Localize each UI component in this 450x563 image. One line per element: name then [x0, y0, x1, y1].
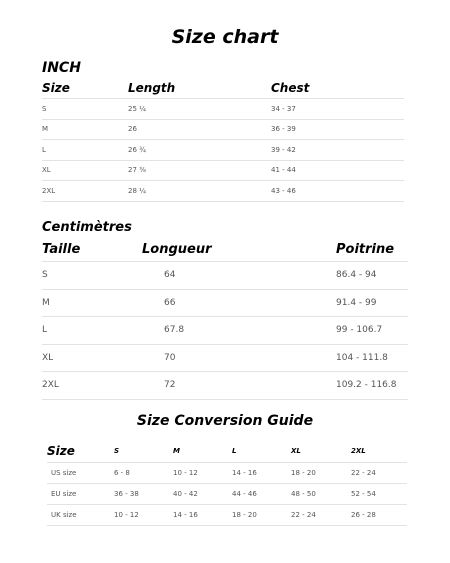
conversion-heading: Size Conversion Guide	[136, 413, 314, 429]
column-header-size: Size	[42, 78, 128, 99]
value-cell: 48 - 50	[291, 484, 351, 505]
chest-cell: 36 - 39	[271, 119, 404, 140]
table-row	[47, 484, 407, 505]
cm-size-table	[42, 238, 408, 400]
size-cell: 2XL	[42, 181, 128, 202]
chest-cell: 43 - 46	[271, 181, 404, 202]
cm-heading: Centimètres	[42, 220, 132, 235]
size-cell: 2XL	[42, 372, 142, 400]
table-row	[42, 262, 408, 290]
column-header-xl: XL	[291, 440, 351, 463]
region-cell: UK size	[47, 505, 114, 526]
chest-cell: 41 - 44	[271, 160, 404, 181]
value-cell: 22 - 24	[291, 505, 351, 526]
length-cell: 25 ¼	[128, 99, 271, 120]
size-cell: XL	[42, 160, 128, 181]
value-cell: 26 - 28	[351, 505, 407, 526]
table-header-row	[42, 78, 404, 99]
value-cell: 18 - 20	[291, 463, 351, 484]
chest-cell: 99 - 106.7	[336, 317, 408, 345]
size-cell: S	[42, 262, 142, 290]
table-header-row	[47, 440, 407, 463]
column-header-taille: Taille	[42, 238, 142, 262]
column-header-length: Length	[128, 78, 271, 99]
column-header-s: S	[114, 440, 173, 463]
size-cell: S	[42, 99, 128, 120]
column-header-2xl: 2XL	[351, 440, 407, 463]
value-cell: 22 - 24	[351, 463, 407, 484]
chest-cell: 34 - 37	[271, 99, 404, 120]
column-header-poitrine: Poitrine	[336, 238, 408, 262]
length-cell: 70	[142, 344, 336, 372]
table-row	[42, 344, 408, 372]
size-cell: L	[42, 317, 142, 345]
size-cell: M	[42, 119, 128, 140]
chest-cell: 39 - 42	[271, 140, 404, 161]
column-header-l: L	[232, 440, 291, 463]
length-cell: 28 ¼	[128, 181, 271, 202]
value-cell: 36 - 38	[114, 484, 173, 505]
region-cell: EU size	[47, 484, 114, 505]
value-cell: 18 - 20	[232, 505, 291, 526]
page-title: Size chart	[171, 26, 279, 48]
column-header-m: M	[173, 440, 232, 463]
chest-cell: 86.4 - 94	[336, 262, 408, 290]
table-header-row	[42, 238, 408, 262]
chest-cell: 104 - 111.8	[336, 344, 408, 372]
inch-heading: INCH	[42, 60, 81, 76]
value-cell: 14 - 16	[173, 505, 232, 526]
value-cell: 10 - 12	[114, 505, 173, 526]
table-row	[42, 140, 404, 161]
length-cell: 27 ⅜	[128, 160, 271, 181]
table-row	[47, 505, 407, 526]
size-cell: XL	[42, 344, 142, 372]
table-row	[47, 463, 407, 484]
length-cell: 66	[142, 289, 336, 317]
column-header-longueur: Longueur	[142, 238, 336, 262]
size-conversion-table	[47, 440, 407, 526]
table-row	[42, 372, 408, 400]
table-row	[42, 99, 404, 120]
value-cell: 14 - 16	[232, 463, 291, 484]
region-cell: US size	[47, 463, 114, 484]
value-cell: 6 - 8	[114, 463, 173, 484]
length-cell: 67.8	[142, 317, 336, 345]
table-row	[42, 289, 408, 317]
table-row	[42, 160, 404, 181]
table-row	[42, 181, 404, 202]
table-row	[42, 119, 404, 140]
size-cell: L	[42, 140, 128, 161]
size-cell: M	[42, 289, 142, 317]
value-cell: 10 - 12	[173, 463, 232, 484]
value-cell: 44 - 46	[232, 484, 291, 505]
length-cell: 26	[128, 119, 271, 140]
column-header-chest: Chest	[271, 78, 404, 99]
length-cell: 72	[142, 372, 336, 400]
inch-size-table	[42, 78, 404, 202]
length-cell: 26 ¾	[128, 140, 271, 161]
value-cell: 52 - 54	[351, 484, 407, 505]
length-cell: 64	[142, 262, 336, 290]
value-cell: 40 - 42	[173, 484, 232, 505]
table-row	[42, 317, 408, 345]
chest-cell: 109.2 - 116.8	[336, 372, 408, 400]
column-header-size: Size	[47, 440, 114, 463]
chest-cell: 91.4 - 99	[336, 289, 408, 317]
